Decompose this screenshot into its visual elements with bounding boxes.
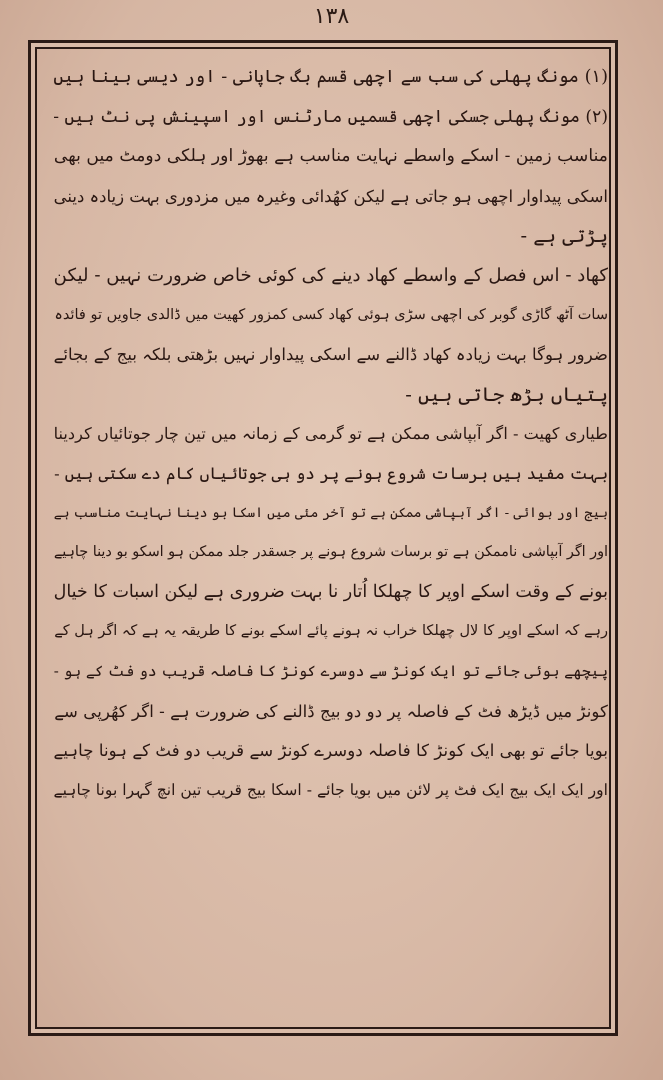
page-number: ۱۳۸ [313, 4, 350, 29]
text-line: رہے کہ اسکے اوپر کا لال چھلکا خراب نہ ہونے پائے اسکے بونے کا طریقہ یہ ہے کہ اگر ہل کے [54, 623, 608, 640]
body-text [42, 58, 608, 1030]
text-line: اور ایک ایک بیج ایک فٹ پر لائن میں بویا جائے - اسکا بیج قریب تین انچ گہرا بونا چاہیے [53, 780, 608, 799]
text-line: طیاری کھیت - اگر آبپاشی ممکن ہے تو گرمی کے زمانہ میں تین چار جوتائیاں کردینا [53, 424, 608, 444]
text-line: اور اگر آبپاشی ناممکن ہے تو برسات شروع ہونے پر جسقدر جلد ممکن ہو اسکو بو دینا چاہیے [53, 544, 608, 561]
text-line: پتیاں بڑھ جاتی ہیں - [405, 382, 608, 406]
text-line: کونڑ میں ڈیڑھ فٹ کے فاصلہ پر دو دو بیج ڈالنے کی ضرورت ہے - اگر کھُرپی سے [54, 700, 608, 721]
text-line: کھاد - اس فصل کے واسطے کھاد دینے کی کوئی خاص ضرورت نہیں - لیکن [53, 264, 608, 286]
text-line: پیچھے بوئی جائے تو ایک کونڑ سے دوسرے کونڑ کا فاصلہ قریب دو فٹ کے ہو - [53, 661, 608, 680]
text-line: سات آٹھ گاڑی گوبر کی اچھی سڑی ہوئی کھاد کسی کمزور کھیت میں ڈالدی جاویں تو فائدہ [54, 306, 608, 323]
text-line: پڑتی ہے - [520, 224, 608, 248]
text-line: (۱) مونگ پھلی کی سب سے اچھی قسم بگ جاپانی - اور دیسی بینا ہیں [53, 67, 608, 87]
text-line: مناسب زمین - اسکے واسطے نہایت مناسب ہے بھوڑ اور ہلکی دومٹ میں بھی [53, 146, 608, 167]
text-line: بیج اور بوائی - اگر آبپاشی ممکن ہے تو آخر مئی میں اسکا بو دینا نہایت مناسب ہے [53, 505, 608, 521]
text-line: (۲) مونگ پھلی جسکی اچھی قسمیں مارٹنس اور اسپینش پی نٹ ہیں - [53, 106, 608, 127]
text-line: ضرور ہوگا بہت زیادہ کھاد ڈالنے سے اسکی پیداوار نہیں بڑھتی بلکہ بیج کے بجائے [53, 345, 608, 365]
text-line: بہت مفید ہیں برسات شروع ہونے پر دو ہی جوتائیاں کام دے سکتی ہیں - [54, 463, 608, 483]
text-line: بونے کے وقت اسکے اوپر کا چھلکا اُتار نا بہت ضروری ہے لیکن اسبات کا خیال [53, 581, 608, 602]
text-line: اسکی پیداوار اچھی ہو جاتی ہے لیکن کھُدائی وغیرہ میں مزدوری بہت زیادہ دینی [53, 186, 608, 206]
text-line: بویا جائے تو بھی ایک کونڑ کا فاصلہ دوسرے کونڑ سے قریب دو فٹ کے ہونا چاہیے [53, 740, 608, 761]
